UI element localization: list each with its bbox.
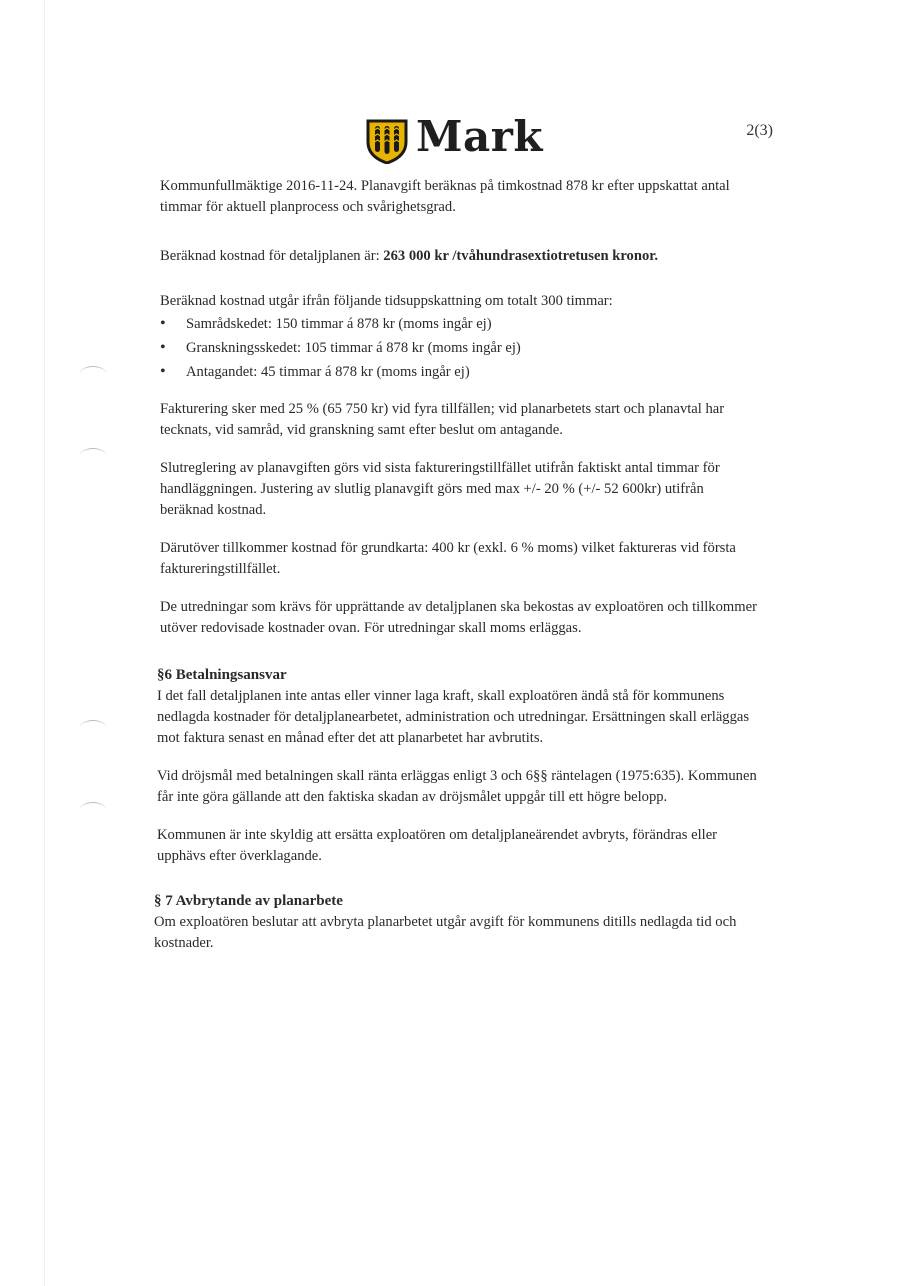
cost-label: Beräknad kostnad för detaljplanen är:: [160, 248, 384, 264]
page-header: [0, 110, 910, 170]
punch-hole-mark: [80, 802, 106, 817]
base-map-paragraph: Därutöver tillkommer kostnad för grundkarta: 400 kr (exkl. 6 % moms) vilket faktureras vid första faktureringstillfället.: [160, 540, 736, 577]
brand-name: Mark: [416, 112, 543, 161]
section-paragraph: Kommunen är inte skyldig att ersätta exploatören om detaljplaneärendet avbryts, förändras eller upphävs efter överklagande.: [157, 827, 718, 864]
section-termination: [154, 891, 760, 954]
document-body: [154, 176, 760, 972]
punch-hole-mark: [80, 720, 106, 735]
list-item: • Granskningsskedet: 105 timmar á 878 kr (moms ingår ej): [160, 336, 760, 360]
section-heading: § 7 Avbrytande av planarbete: [154, 893, 343, 909]
punch-hole-mark: [80, 448, 106, 463]
investigations-paragraph: De utredningar som krävs för upprättande av detaljplanen ska bekostas av exploatören och tillkommer utöver redovisade kostnader ovan. För utredningar skall moms erläggas.: [160, 599, 757, 636]
list-item: • Antagandet: 45 timmar á 878 kr (moms ingår ej): [160, 360, 760, 384]
intro-paragraph: Kommunfullmäktige 2016-11-24. Planavgift beräknas på timkostnad 878 kr efter uppskattat antal timmar för aktuell planprocess och svårighetsgrad.: [160, 178, 730, 215]
list-item: • Samrådskedet: 150 timmar á 878 kr (moms ingår ej): [160, 312, 760, 336]
scan-edge: [44, 0, 45, 1286]
invoicing-paragraph: Fakturering sker med 25 % (65 750 kr) vid fyra tillfällen; vid planarbetets start och planavtal har tecknats, vid samråd, vid granskning samt efter beslut om antagande.: [160, 401, 725, 438]
estimate-list: [160, 312, 760, 384]
page-number: 2(3): [746, 122, 773, 139]
municipal-coat-of-arms-icon: [364, 118, 410, 164]
section-paragraph: Om exploatören beslutar att avbryta planarbetet utgår avgift för kommunens ditills nedlagda tid och kostnader.: [154, 914, 737, 951]
section-payment-liability: [157, 665, 760, 867]
punch-hole-mark: [80, 366, 106, 381]
section-paragraph: Vid dröjsmål med betalningen skall ränta erläggas enligt 3 och 6§§ räntelagen (1975:635). Kommunen får inte göra gällande att den faktiska skadan av dröjsmålet uppgår till ett högre belopp.: [157, 768, 757, 805]
section-paragraph: I det fall detaljplanen inte antas eller vinner laga kraft, skall exploatören ändå stå för kommunens nedlagda kostnader för detaljplanearbetet, administration och utredningar. Ersättningen skall erläggas mot faktura senast en månad efter det att planarbetet har avbrutits.: [157, 688, 750, 746]
final-settlement-paragraph: Slutreglering av planavgiften görs vid sista faktureringstillfället utifrån faktiskt antal timmar för handläggningen. Justering av slutlig planavgift görs med max +/- 20 % (+/- 52 600kr) utifrån beräknad kostnad.: [160, 460, 720, 518]
estimate-intro: Beräknad kostnad utgår ifrån följande tidsuppskattning om totalt 300 timmar:: [160, 293, 613, 309]
cost-paragraph: [160, 246, 760, 267]
cost-amount: 263 000 kr /tvåhundrasextiotretusen kronor.: [383, 248, 659, 264]
section-heading: §6 Betalningsansvar: [157, 667, 287, 683]
